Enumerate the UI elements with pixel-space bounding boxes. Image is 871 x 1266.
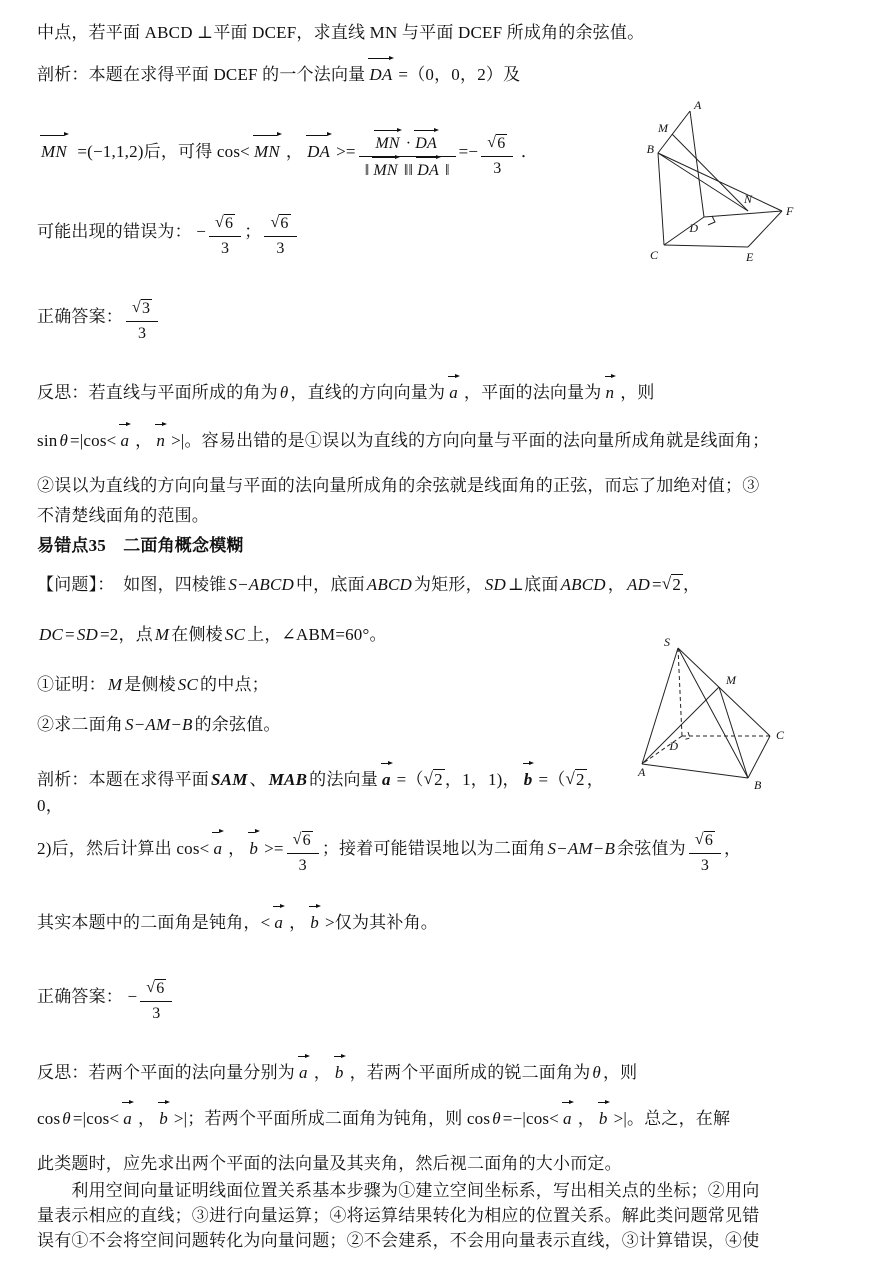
figure-labels bbox=[637, 635, 785, 792]
text-run: ， bbox=[135, 431, 153, 450]
text-run: 3 bbox=[493, 160, 502, 177]
text-run: >|；若两个平面所成二面角为钝角，则 cos bbox=[173, 1109, 491, 1128]
vector-symbol: a bbox=[119, 428, 130, 454]
text-run: = bbox=[652, 575, 662, 594]
fraction bbox=[689, 824, 721, 876]
math-variable: ABCD bbox=[560, 575, 606, 594]
text-run: 其实本题中的二面角是钝角，< bbox=[37, 913, 271, 932]
text-run: ，1，1)， bbox=[444, 770, 520, 789]
text-run: · bbox=[405, 135, 412, 152]
denominator bbox=[140, 1002, 172, 1024]
text-run: =（0，0，2）及 bbox=[398, 65, 521, 84]
radical-sign: √ bbox=[694, 831, 704, 848]
math-variable: θ bbox=[492, 1109, 501, 1128]
text-run: ． bbox=[516, 141, 539, 161]
vector-symbol: MN bbox=[373, 162, 398, 179]
math-variable: AD bbox=[626, 575, 651, 594]
radical-sign: √ bbox=[565, 769, 575, 788]
text-run: 3 bbox=[137, 325, 147, 342]
text-run: =（ bbox=[538, 770, 566, 789]
summary-line-2: 量表示相应的直线；③进行向量运算；④将运算结果转化为相应的位置关系。解此类问题常见错 bbox=[37, 1206, 760, 1225]
text-run: ，则 bbox=[602, 1063, 638, 1082]
text-run: ； bbox=[244, 221, 262, 241]
text-run: ， bbox=[586, 770, 604, 789]
fraction bbox=[287, 824, 319, 876]
text-run: ，若两个平面所成的锐二面角为 bbox=[349, 1063, 591, 1082]
radicand: 6 bbox=[704, 832, 714, 849]
text-run: =− bbox=[458, 141, 479, 161]
bold-math-text: MAB bbox=[268, 770, 308, 789]
math-variable: θ bbox=[279, 383, 289, 402]
text-run: 0， bbox=[37, 795, 63, 815]
text-run: ，则 bbox=[620, 383, 655, 402]
radical-sign: √ bbox=[487, 134, 497, 151]
numerator bbox=[126, 292, 158, 322]
denominator bbox=[264, 237, 296, 259]
reflection-35-line-1 bbox=[37, 1058, 843, 1086]
math-variable: M bbox=[154, 625, 170, 644]
summary-line-1: 利用空间向量证明线面位置关系基本步骤为①建立空间坐标系，写出相关点的坐标；②用向 bbox=[37, 1181, 760, 1200]
numerator bbox=[264, 207, 296, 237]
denominator bbox=[126, 322, 158, 344]
vector-symbol: DA bbox=[368, 62, 393, 88]
text-run: ，平面的法向量为 bbox=[463, 383, 602, 402]
heading-error-point-35: 易错点35 二面角概念模糊 bbox=[37, 536, 244, 555]
sqrt-expression bbox=[270, 215, 290, 232]
fraction bbox=[359, 125, 456, 181]
text-run: =（ bbox=[396, 770, 424, 789]
text-run: 2)后，然后计算出 cos< bbox=[37, 838, 210, 858]
text-run: 的中点； bbox=[200, 675, 269, 694]
right-angle-mark bbox=[708, 216, 715, 225]
vertex-label-s: S bbox=[664, 635, 670, 649]
radicand: 2 bbox=[672, 575, 682, 594]
text-run: 剖析：本题在求得平面 DCEF 的一个法向量 bbox=[37, 65, 366, 84]
text-run: ， bbox=[313, 1063, 331, 1082]
math-variable: S−ABCD bbox=[228, 575, 294, 594]
radical-sign: √ bbox=[292, 831, 302, 848]
text-run: ， bbox=[285, 141, 304, 161]
text-run: 上，∠ABM=60°。 bbox=[247, 625, 387, 644]
text-run: ②求二面角 bbox=[37, 715, 123, 734]
math-variable: θ bbox=[59, 431, 69, 450]
sqrt-expression bbox=[424, 770, 445, 789]
text-run: >仅为其补角。 bbox=[325, 913, 438, 932]
vector-symbol: a bbox=[448, 380, 459, 406]
text-run: sin bbox=[37, 431, 58, 450]
radicand: 6 bbox=[302, 832, 311, 849]
correct-answer-35 bbox=[37, 972, 843, 1024]
text-run: 正确答案： bbox=[37, 306, 123, 326]
reflection-34-line-4: 不清楚线面角的范围。 bbox=[37, 506, 209, 525]
vertex-label-a: A bbox=[638, 765, 646, 779]
figure-labels bbox=[647, 98, 794, 264]
radicand: 2 bbox=[434, 770, 443, 789]
text-run: ‖ bbox=[364, 162, 370, 179]
vertex-label-c: C bbox=[649, 248, 658, 262]
correct-answer-34 bbox=[37, 292, 843, 344]
math-variable: SD bbox=[76, 625, 99, 644]
text-run: 为矩形， bbox=[413, 575, 483, 594]
vector-symbol: a bbox=[273, 910, 284, 936]
vector-symbol: MN bbox=[40, 139, 68, 165]
vertex-label-e: E bbox=[746, 250, 754, 264]
vertex-label-b: B bbox=[754, 778, 762, 792]
vector-symbol: b bbox=[334, 1060, 345, 1086]
text-run: 3 bbox=[298, 857, 307, 874]
vertex-label-c: C bbox=[776, 728, 785, 742]
analysis-34-line-1 bbox=[37, 60, 843, 88]
text-run: ， bbox=[724, 838, 742, 858]
figure-lines bbox=[642, 648, 770, 778]
text-run: 剖析：本题在求得平面 bbox=[37, 770, 209, 789]
text-run: >|。容易出错的是①误以为直线的方向向量与平面的法向量所成角就是线面角； bbox=[171, 431, 770, 450]
denominator bbox=[689, 854, 721, 876]
radicand: 6 bbox=[225, 215, 234, 232]
text-run: cos bbox=[37, 1109, 61, 1128]
bold-math-text: SAM bbox=[211, 770, 248, 789]
text-run: 可能出现的错误为： − bbox=[37, 221, 207, 241]
text-run: =2，点 bbox=[100, 625, 153, 644]
denominator bbox=[287, 854, 319, 876]
vertex-label-d: D bbox=[669, 739, 678, 753]
problem-34-statement: 中点，若平面 ABCD ⊥平面 DCEF，求直线 MN 与平面 DCEF 所成角的余弦值。 bbox=[37, 23, 645, 42]
reflection-35-line-2 bbox=[37, 1104, 843, 1132]
vector-symbol: DA bbox=[415, 135, 437, 152]
text-run: 3 bbox=[700, 857, 710, 874]
text-run: ， bbox=[607, 575, 625, 594]
radicand: 6 bbox=[156, 980, 165, 997]
vertex-label-m: M bbox=[658, 121, 668, 135]
math-variable: DC bbox=[39, 625, 64, 644]
text-run: =|cos< bbox=[72, 1109, 120, 1128]
radicand: 6 bbox=[280, 215, 289, 232]
radical-sign: √ bbox=[146, 979, 156, 996]
vector-symbol: MN bbox=[253, 139, 281, 165]
denominator bbox=[359, 157, 456, 181]
text-run: 反思：若两个平面的法向量分别为 bbox=[37, 1063, 295, 1082]
radicand: 6 bbox=[497, 135, 506, 152]
text-run: 【问题】： 如图，四棱锥 bbox=[37, 575, 227, 594]
numerator bbox=[359, 125, 456, 157]
summary-line-3: 误有①不会将空间问题转化为向量问题；②不会建系，不会用向量表示直线，③计算错误，④使 bbox=[37, 1231, 760, 1250]
text-run: 反思：若直线与平面所成的角为 bbox=[37, 383, 278, 402]
fraction bbox=[264, 207, 296, 259]
numerator bbox=[209, 207, 241, 237]
vector-symbol: b bbox=[248, 836, 259, 862]
vector-symbol: a bbox=[298, 1060, 309, 1086]
text-run: 是侧棱 bbox=[124, 675, 176, 694]
text-run: ， bbox=[577, 1109, 595, 1128]
denominator bbox=[481, 157, 513, 179]
sqrt-expression bbox=[146, 980, 166, 997]
math-variable: θ bbox=[592, 1063, 601, 1082]
text-run: ， bbox=[683, 575, 701, 594]
sqrt-expression bbox=[215, 215, 235, 232]
figure-pyramid-sabcd bbox=[628, 634, 808, 794]
text-run: 在侧棱 bbox=[171, 625, 223, 644]
denominator bbox=[209, 237, 241, 259]
numerator bbox=[287, 824, 319, 854]
vector-symbol: n bbox=[155, 428, 166, 454]
radicand: 2 bbox=[575, 770, 585, 789]
fraction bbox=[209, 207, 241, 259]
text-run: ；接着可能错误地以为二面角 bbox=[321, 838, 546, 858]
analysis-35-line-2 bbox=[37, 824, 843, 876]
text-run: ， bbox=[228, 838, 246, 858]
text-run: 的法向量 bbox=[309, 770, 378, 789]
radical-sign: √ bbox=[661, 574, 672, 593]
text-run: ‖ bbox=[444, 162, 450, 179]
text-run: 余弦值为 bbox=[617, 838, 686, 858]
text-run: 3 bbox=[221, 240, 230, 257]
vertex-label-a: A bbox=[694, 98, 702, 112]
sqrt-expression bbox=[132, 300, 152, 317]
text-run: ， bbox=[289, 913, 307, 932]
fraction bbox=[140, 972, 172, 1024]
vector-symbol: a bbox=[562, 1106, 573, 1132]
problem-35-line-1 bbox=[37, 572, 843, 598]
math-variable: SC bbox=[177, 675, 199, 694]
text-run: 中，底面 bbox=[295, 575, 365, 594]
vertex-label-b: B bbox=[646, 142, 654, 156]
sqrt-expression bbox=[487, 135, 507, 152]
radical-sign: √ bbox=[270, 214, 280, 231]
fraction bbox=[481, 127, 513, 179]
text-run: 3 bbox=[276, 240, 285, 257]
math-variable: SC bbox=[224, 625, 246, 644]
vector-symbol: a bbox=[212, 836, 223, 862]
radical-sign: √ bbox=[423, 769, 434, 788]
vertex-label-d: D bbox=[689, 221, 698, 235]
text-run: >|。总之，在解 bbox=[613, 1109, 731, 1128]
numerator bbox=[689, 824, 721, 854]
sqrt-expression bbox=[662, 575, 683, 594]
vertex-label-f: F bbox=[786, 204, 794, 218]
vector-symbol: b bbox=[598, 1106, 609, 1132]
reflection-34-line-1 bbox=[37, 378, 843, 406]
vector-symbol: b bbox=[309, 910, 320, 936]
vertex-label-m: M bbox=[726, 673, 736, 687]
text-run: = bbox=[65, 625, 75, 644]
text-run: 、 bbox=[249, 770, 267, 789]
text-run: ①证明： bbox=[37, 675, 106, 694]
vertex-label-n: N bbox=[744, 192, 753, 206]
numerator bbox=[481, 127, 513, 157]
text-run: ‖‖ bbox=[403, 162, 414, 179]
reflection-34-line-3: ②误以为直线的方向向量与平面的法向量所成角的余弦就是线面角的正弦，而忘了加绝对值；③ bbox=[37, 476, 760, 495]
text-run: >= bbox=[336, 141, 356, 161]
math-variable: SD bbox=[484, 575, 506, 594]
vector-symbol: DA bbox=[417, 162, 439, 179]
sqrt-expression bbox=[695, 832, 715, 849]
text-run: =−|cos< bbox=[502, 1109, 559, 1128]
vector-symbol: b bbox=[158, 1106, 169, 1132]
text-run: >= bbox=[264, 838, 284, 858]
vector-symbol: DA bbox=[306, 139, 331, 165]
math-variable: ABCD bbox=[366, 575, 412, 594]
text-run: 正确答案： − bbox=[37, 986, 138, 1006]
analysis-35-line-3 bbox=[37, 908, 843, 936]
fraction bbox=[126, 292, 158, 344]
radical-sign: √ bbox=[132, 299, 141, 316]
text-run: ， bbox=[137, 1109, 156, 1128]
text-run: 3 bbox=[152, 1005, 161, 1022]
bold-vector-symbol: a bbox=[381, 767, 392, 793]
numerator bbox=[140, 972, 172, 1002]
figure-prism-mn bbox=[618, 95, 818, 265]
text-run: =|cos< bbox=[70, 431, 117, 450]
math-variable: S−AM−B bbox=[125, 715, 193, 734]
vector-symbol: a bbox=[122, 1106, 133, 1132]
radical-sign: √ bbox=[215, 214, 225, 231]
text-run: 的余弦值。 bbox=[194, 715, 281, 734]
text-run: =(−1,1,2)后，可得 cos< bbox=[72, 141, 250, 161]
vector-symbol: n bbox=[605, 380, 616, 406]
math-variable: θ bbox=[62, 1109, 71, 1128]
sqrt-expression bbox=[293, 832, 313, 849]
vector-symbol: MN bbox=[375, 135, 400, 152]
bold-vector-symbol: b bbox=[523, 767, 534, 793]
radicand: 3 bbox=[141, 300, 151, 317]
reflection-34-line-2 bbox=[37, 426, 843, 454]
text-run: ⊥底面 bbox=[507, 575, 559, 594]
figure-lines bbox=[658, 111, 782, 247]
sqrt-expression bbox=[565, 770, 586, 789]
text-run: ，直线的方向向量为 bbox=[290, 383, 446, 402]
math-variable: S−AM−B bbox=[547, 838, 616, 858]
reflection-35-line-3: 此类题时，应先求出两个平面的法向量及其夹角，然后视二面角的大小而定。 bbox=[37, 1154, 622, 1173]
math-variable: M bbox=[107, 675, 123, 694]
